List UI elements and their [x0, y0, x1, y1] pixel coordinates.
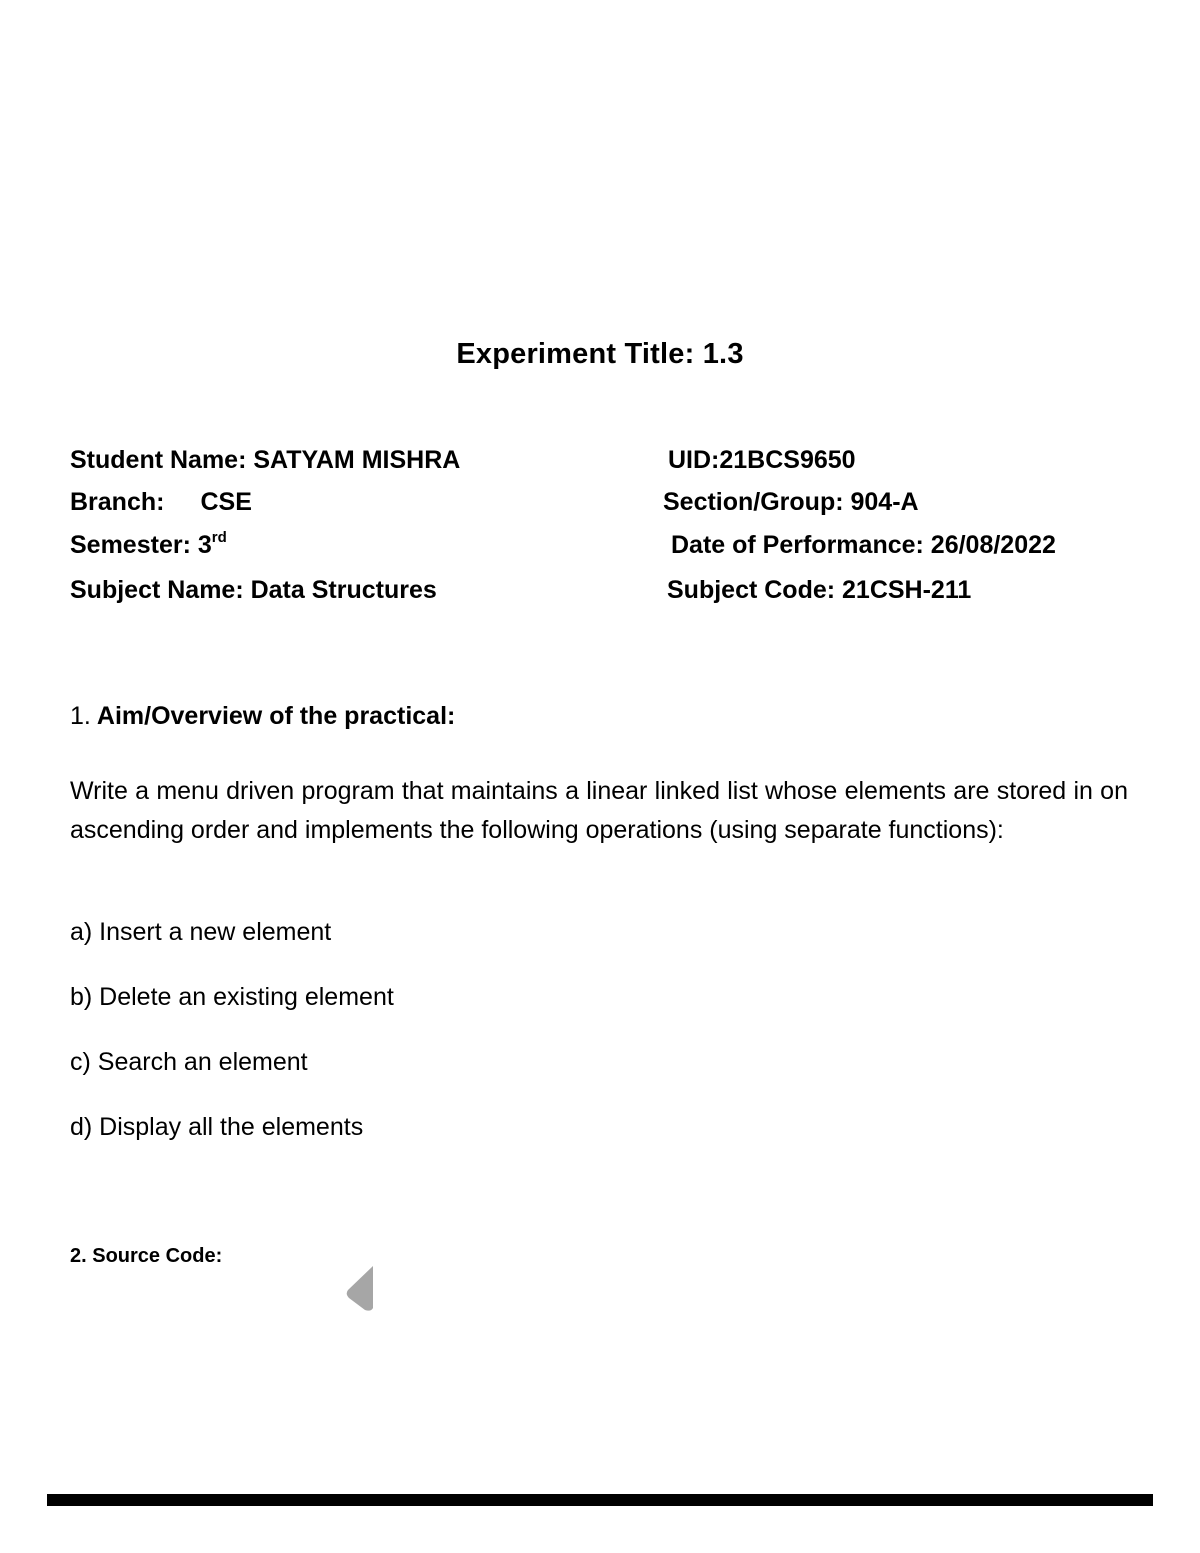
list-item: a) Insert a new element [70, 918, 332, 946]
date-of-performance: Date of Performance: 26/08/2022 [671, 531, 1056, 559]
aim-number: 1. [70, 702, 91, 730]
footer-rule [47, 1494, 1153, 1506]
aim-paragraph: Write a menu driven program that maintains a linear linked list whose elements are stored in on ascending order and implements the following operations (using separate functions): [70, 777, 1128, 844]
branch [70, 488, 252, 517]
list-item: d) Display all the elements [70, 1113, 364, 1141]
list-item: c) Search an element [70, 1048, 308, 1076]
student-name: Student Name: SATYAM MISHRA [70, 446, 461, 474]
semester-label: Semester: 3 [70, 531, 212, 559]
aim-heading-text: Aim/Overview of the practical: [96, 702, 456, 730]
list-item: b) Delete an existing element [70, 983, 394, 1011]
branch-label: Branch: [70, 488, 165, 516]
branch-value: CSE [200, 488, 252, 516]
gray-mark-path [347, 1266, 373, 1311]
semester [70, 531, 227, 560]
gray-mark-shape [345, 1264, 375, 1312]
uid: UID:21BCS9650 [668, 446, 856, 474]
experiment-title: Experiment Title: 1.3 [456, 338, 744, 370]
subject-name: Subject Name: Data Structures [70, 576, 437, 604]
subject-code: Subject Code: 21CSH-211 [667, 576, 972, 604]
source-code-heading: 2. Source Code: [70, 1245, 223, 1267]
section-group: Section/Group: 904-A [663, 488, 919, 516]
aim-heading [70, 702, 455, 731]
semester-suffix: rd [211, 529, 227, 546]
